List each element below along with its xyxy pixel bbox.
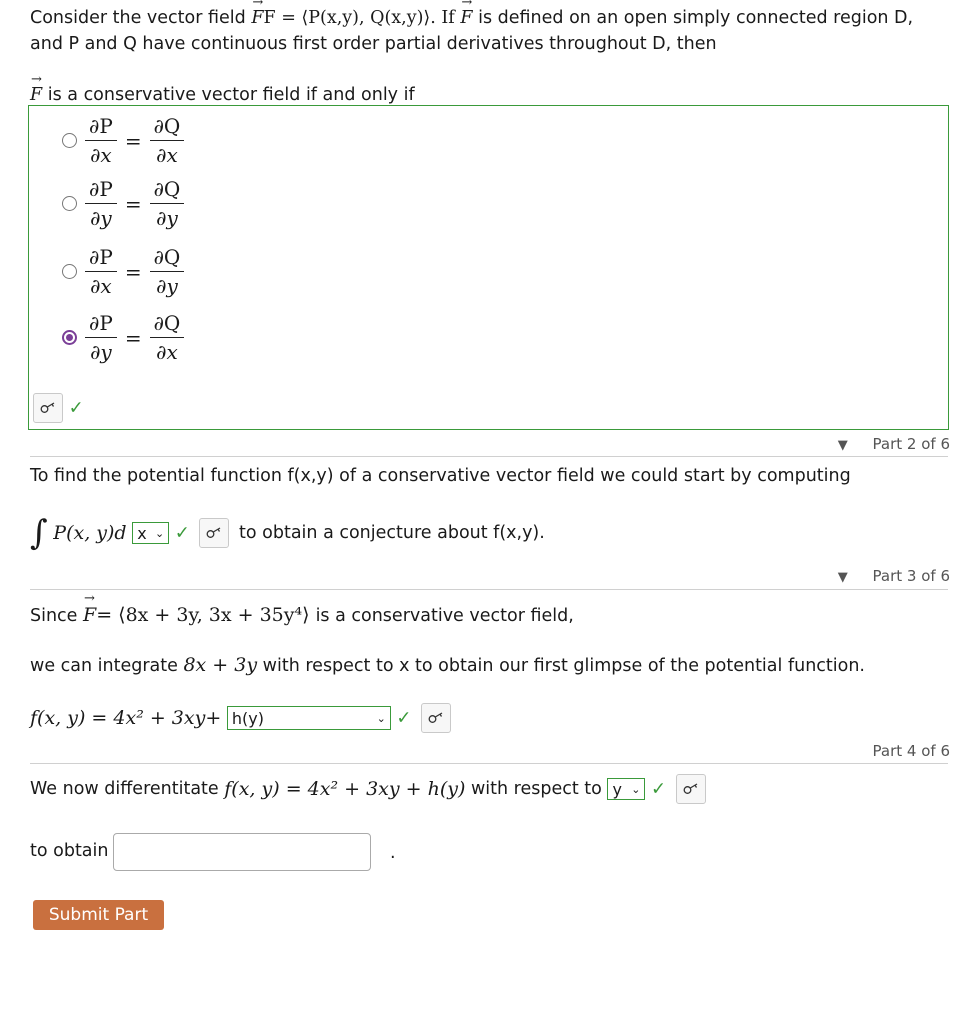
part3-label: Part 3 of 6 bbox=[872, 567, 950, 585]
field-symbol: → F bbox=[460, 8, 472, 28]
radio-button[interactable] bbox=[62, 196, 77, 211]
correct-check-icon: ✓ bbox=[68, 397, 84, 419]
radio-button[interactable] bbox=[62, 133, 77, 148]
correct-check-icon: ✓ bbox=[651, 778, 667, 800]
part3-integrate-line bbox=[30, 654, 865, 676]
variable-select[interactable]: x ⌄ bbox=[132, 522, 169, 544]
radio-button[interactable] bbox=[62, 264, 77, 279]
partial-derivative-fraction: $\frac{\partial P}{\partial x}$ bbox=[85, 245, 117, 298]
partial-derivative-fraction: $\frac{\partial P}{\partial x}$ bbox=[85, 114, 117, 167]
part4-header: Part 4 of 6 bbox=[872, 742, 950, 760]
question-text: is a conservative vector field if and only if bbox=[47, 85, 415, 105]
collapse-triangle-icon[interactable]: ▼ bbox=[837, 570, 848, 585]
correct-check-icon: ✓ bbox=[396, 707, 412, 729]
intro-line1 bbox=[30, 8, 913, 28]
intro-line2: and P and Q have continuous first order partial derivatives throughout D, then bbox=[30, 34, 717, 54]
radio-button[interactable] bbox=[62, 330, 77, 345]
equals-sign: = bbox=[124, 259, 142, 284]
integral-sign: ∫ bbox=[30, 513, 48, 553]
key-icon bbox=[683, 783, 699, 795]
partial-derivative-fraction: $\frac{\partial Q}{\partial y}$ bbox=[150, 245, 185, 298]
integrand: P(x, y)d bbox=[53, 522, 127, 544]
correct-check-icon: ✓ bbox=[174, 522, 190, 544]
key-button[interactable] bbox=[421, 703, 451, 733]
key-icon bbox=[40, 402, 56, 414]
part4-diff-line bbox=[30, 774, 706, 804]
chevron-down-icon: ⌄ bbox=[154, 526, 165, 540]
partial-derivative-fraction: $\frac{\partial P}{\partial y}$ bbox=[85, 177, 117, 230]
part3-header[interactable] bbox=[838, 567, 950, 585]
wrt-select[interactable]: y ⌄ bbox=[607, 778, 645, 800]
intro-text-a: Consider the vector field bbox=[30, 8, 246, 28]
intro-field-definition: → FF = ⟨P(x,y), Q(x,y)⟩. If bbox=[251, 8, 460, 28]
question-field-symbol: → F bbox=[30, 85, 42, 105]
part2-header[interactable] bbox=[838, 435, 950, 453]
equals-sign: = bbox=[124, 191, 142, 216]
intro-text-b: is defined on an open simply connected region D, bbox=[478, 8, 914, 28]
chevron-down-icon: ⌄ bbox=[631, 782, 641, 796]
divider bbox=[30, 763, 948, 764]
integrate-text-b: with respect to x to obtain our first glimpse of the potential function. bbox=[262, 656, 865, 676]
option-row[interactable] bbox=[62, 311, 184, 364]
key-button[interactable] bbox=[33, 393, 63, 423]
h-select[interactable]: h(y) ⌄ bbox=[227, 706, 391, 730]
equals-sign: = bbox=[124, 325, 142, 350]
answer-input[interactable] bbox=[113, 833, 371, 871]
option-row[interactable] bbox=[62, 177, 184, 230]
partial-derivative-fraction: $\frac{\partial P}{\partial y}$ bbox=[85, 311, 117, 364]
f-expression: f(x, y) = 4x² + 3xy+ bbox=[30, 707, 222, 729]
integrate-text-a: we can integrate bbox=[30, 656, 178, 676]
key-icon bbox=[428, 712, 444, 724]
period: . bbox=[390, 843, 396, 863]
part2-label: Part 2 of 6 bbox=[872, 435, 950, 453]
chevron-down-icon: ⌄ bbox=[376, 711, 386, 725]
partial-derivative-fraction: $\frac{\partial Q}{\partial y}$ bbox=[150, 177, 185, 230]
option-row[interactable] bbox=[62, 245, 184, 298]
partial-derivative-fraction: $\frac{\partial Q}{\partial x}$ bbox=[150, 311, 185, 364]
divider bbox=[30, 456, 948, 457]
part3-since-line bbox=[30, 604, 574, 626]
f-expression: f(x, y) = 4x² + 3xy + h(y) bbox=[224, 778, 466, 800]
submit-part-button[interactable]: Submit Part bbox=[33, 900, 164, 930]
part3-f-line bbox=[30, 703, 451, 733]
differentiate-text-b: with respect to bbox=[470, 779, 602, 799]
part2-text-after: to obtain a conjecture about f(x,y). bbox=[239, 523, 545, 543]
since-text: Since bbox=[30, 606, 78, 626]
differentiate-text-a: We now differentitate bbox=[30, 779, 219, 799]
key-button[interactable] bbox=[199, 518, 229, 548]
part1-feedback bbox=[33, 393, 84, 423]
key-icon bbox=[206, 527, 222, 539]
part2-integral-row bbox=[30, 513, 545, 553]
collapse-triangle-icon[interactable]: ▼ bbox=[837, 438, 848, 453]
partial-derivative-fraction: $\frac{\partial Q}{\partial x}$ bbox=[150, 114, 185, 167]
part2-text: To find the potential function f(x,y) of a conservative vector field we could start by computing bbox=[30, 466, 851, 486]
integrate-expression: 8x + 3y bbox=[183, 654, 258, 676]
since-rest-text: is a conservative vector field, bbox=[315, 606, 574, 626]
field-expression: → F= ⟨8x + 3y, 3x + 35y⁴⟩ bbox=[83, 604, 316, 626]
equals-sign: = bbox=[124, 128, 142, 153]
key-button[interactable] bbox=[676, 774, 706, 804]
question-line bbox=[30, 85, 415, 105]
divider bbox=[30, 589, 948, 590]
option-row[interactable] bbox=[62, 114, 184, 167]
obtain-label: to obtain bbox=[30, 841, 109, 861]
